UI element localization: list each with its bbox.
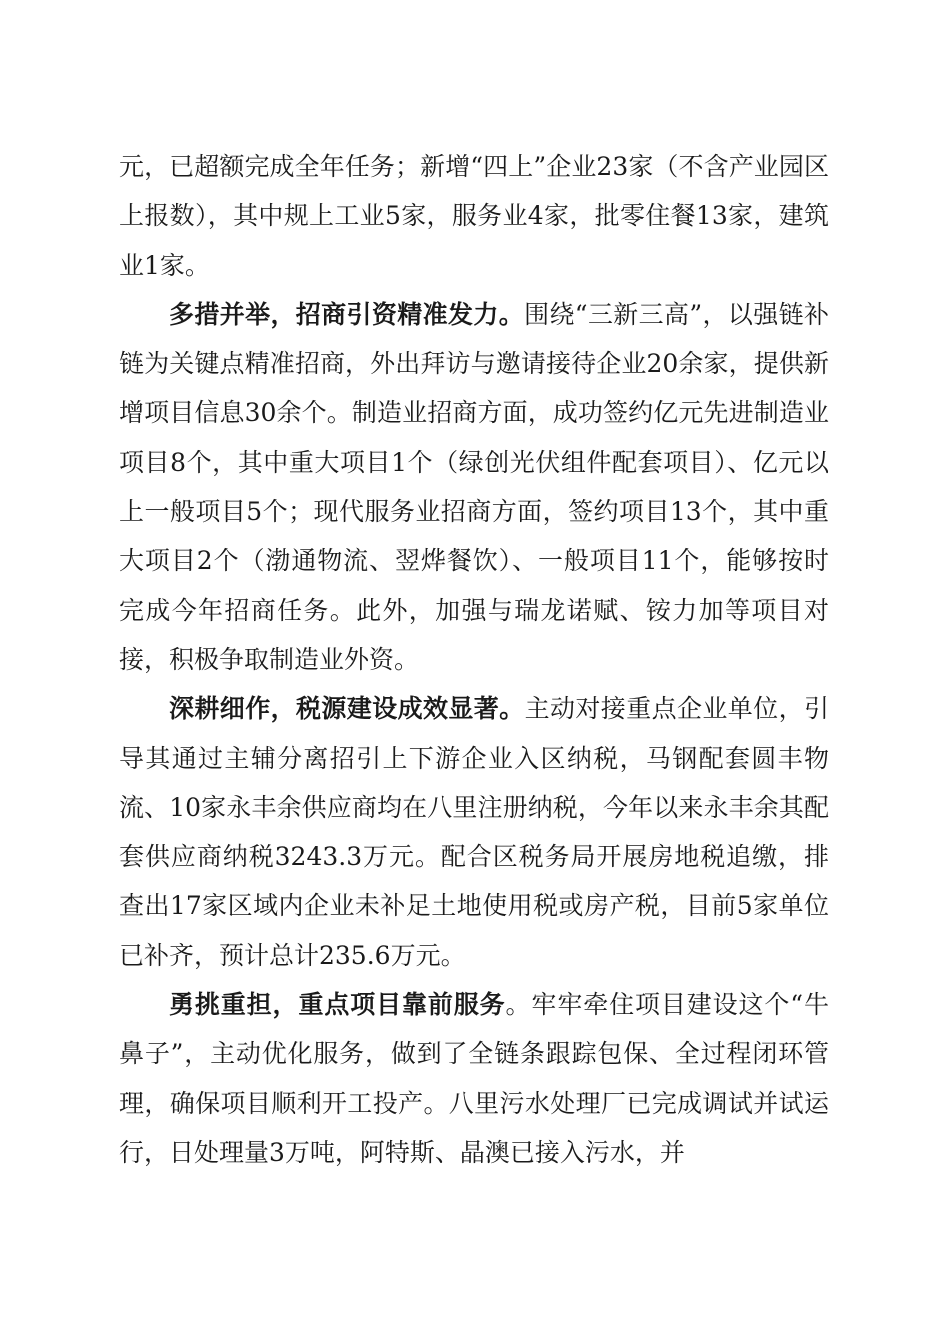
paragraph-1 [119,142,829,290]
paragraph-3-heading: 深耕细作，税源建设成效显著。 [169,694,525,724]
paragraph-2-text: 围绕“三新三高”，以强链补链为关键点精准招商，外出拜访与邀请接待企业20余家，提供新增项目信息30余个。制造业招商方面，成功签约亿元先进制造业项目8个，其中重大项目1个（绿创光伏组件配套项目）、亿元以上一般项目5个；现代服务业招商方面，签约项目13个，其中重大项目2个（渤通物流、翌烨餐饮）、一般项目11个，能够按时完成今年招商任务。此外，加强与瑞龙诺赋、铵力加等项目对接，积极争取制造业外资。 [119,299,829,674]
document-body [119,142,829,1177]
paragraph-2 [119,290,829,684]
paragraph-4 [119,980,829,1177]
paragraph-3-text: 主动对接重点企业单位，引导其通过主辅分离招引上下游企业入区纳税，马钢配套圆丰物流、10家永丰余供应商均在八里注册纳税，今年以来永丰余其配套供应商纳税3243.3万元。配合区税务局开展房地税追缴，排查出17家区域内企业未补足土地使用税或房产税，目前5家单位已补齐，预计总计235.6万元。 [119,694,829,970]
paragraph-2-heading: 多措并举，招商引资精准发力。 [169,299,525,329]
paragraph-1-text: 元，已超额完成全年任务；新增“四上”企业23家（不含产业园区上报数），其中规上工业5家，服务业4家，批零住餐13家，建筑业1家。 [119,152,829,280]
paragraph-3 [119,684,829,980]
paragraph-4-text: 。牢牢牵住项目建设这个“牛鼻子”，主动优化服务，做到了全链条跟踪包保、全过程闭环管理，确保项目顺利开工投产。八里污水处理厂已完成调试并试运行，日处理量3万吨，阿特斯、晶澳已接入污水，并 [119,990,829,1167]
paragraph-4-heading: 勇挑重担，重点项目靠前服务 [169,990,506,1020]
